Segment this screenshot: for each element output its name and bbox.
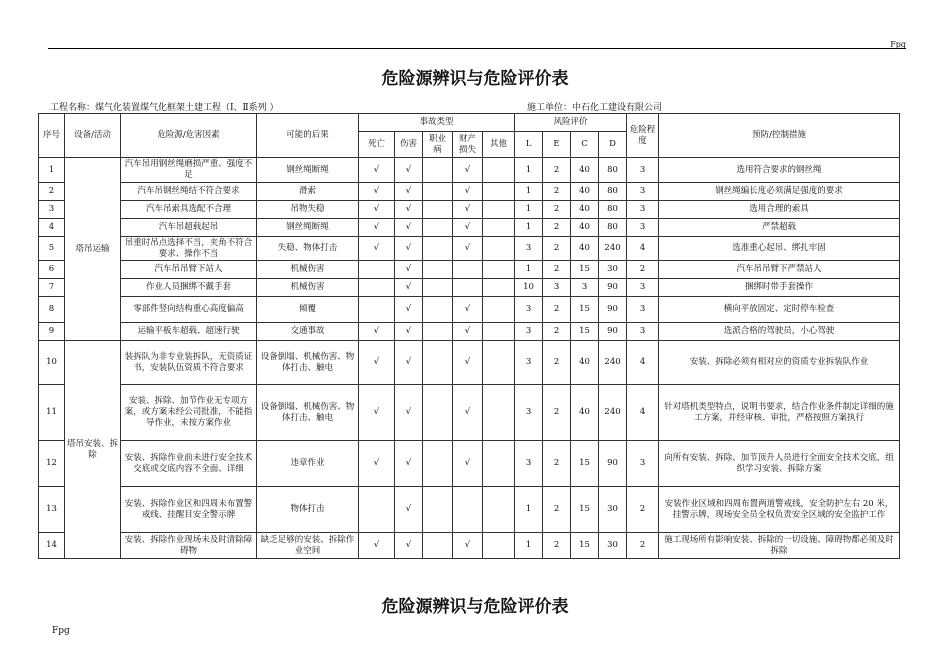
col-hazard: 危险源/危害因素 <box>121 114 257 158</box>
other-mark <box>483 341 515 385</box>
other-mark <box>483 201 515 219</box>
hazard-cell: 零部件竖向结构重心高度偏高 <box>121 297 257 323</box>
hazard-cell: 汽车吊用钢丝绳磨损严重、强度不足 <box>121 158 257 183</box>
c-value: 3 <box>571 279 599 297</box>
c-value: 15 <box>571 297 599 323</box>
l-value: 3 <box>515 323 543 341</box>
l-value: 1 <box>515 201 543 219</box>
death-mark: √ <box>359 158 395 183</box>
consequence-cell: 物体打击 <box>257 487 359 533</box>
property-mark: √ <box>453 237 483 261</box>
d-value: 90 <box>599 441 627 487</box>
c-value: 15 <box>571 261 599 279</box>
property-mark: √ <box>453 297 483 323</box>
table-row <box>39 158 900 183</box>
e-value: 3 <box>543 279 571 297</box>
e-value: 2 <box>543 323 571 341</box>
occupational-mark <box>423 297 453 323</box>
c-value: 40 <box>571 219 599 237</box>
other-mark <box>483 441 515 487</box>
table-row <box>39 201 900 219</box>
table-row <box>39 261 900 279</box>
death-mark: √ <box>359 183 395 201</box>
other-mark <box>483 323 515 341</box>
e-value: 2 <box>543 158 571 183</box>
seq-cell: 13 <box>39 487 65 533</box>
col-equipment: 设备/活动 <box>65 114 121 158</box>
seq-cell: 2 <box>39 183 65 201</box>
death-mark <box>359 261 395 279</box>
injury-mark: √ <box>395 158 423 183</box>
c-value: 40 <box>571 237 599 261</box>
level-value: 2 <box>627 533 659 559</box>
table-row <box>39 279 900 297</box>
other-mark <box>483 219 515 237</box>
level-value: 3 <box>627 297 659 323</box>
equipment-group: 塔吊安装、拆除 <box>65 341 121 559</box>
seq-cell: 7 <box>39 279 65 297</box>
occupational-mark <box>423 323 453 341</box>
hazard-cell: 装拆队为非专业装拆队，无资质证书，安装队伍资质不符合要求 <box>121 341 257 385</box>
injury-mark: √ <box>395 279 423 297</box>
seq-cell: 1 <box>39 158 65 183</box>
measure-cell: 安装、拆除必须有相对应的资质专业拆装队作业 <box>659 341 900 385</box>
col-injury: 伤害 <box>395 132 423 158</box>
consequence-cell: 设备倒塌、机械伤害、物体打击、触电 <box>257 385 359 441</box>
level-value: 3 <box>627 279 659 297</box>
injury-mark: √ <box>395 201 423 219</box>
risk-table <box>38 113 900 559</box>
l-value: 1 <box>515 158 543 183</box>
c-value: 15 <box>571 533 599 559</box>
death-mark <box>359 297 395 323</box>
measure-cell: 严禁超载 <box>659 219 900 237</box>
consequence-cell: 机械伤害 <box>257 261 359 279</box>
table-row <box>39 237 900 261</box>
table-row <box>39 533 900 559</box>
other-mark <box>483 158 515 183</box>
property-mark <box>453 261 483 279</box>
l-value: 1 <box>515 487 543 533</box>
occupational-mark <box>423 158 453 183</box>
occupational-mark <box>423 261 453 279</box>
measure-cell: 选派合格的驾驶员，小心驾驶 <box>659 323 900 341</box>
occupational-mark <box>423 201 453 219</box>
d-value: 90 <box>599 323 627 341</box>
occupational-mark <box>423 183 453 201</box>
property-mark: √ <box>453 341 483 385</box>
l-value: 1 <box>515 183 543 201</box>
e-value: 2 <box>543 183 571 201</box>
table-row <box>39 297 900 323</box>
property-mark: √ <box>453 385 483 441</box>
table-row <box>39 183 900 201</box>
c-value: 40 <box>571 385 599 441</box>
occupational-mark <box>423 441 453 487</box>
e-value: 2 <box>543 237 571 261</box>
property-mark: √ <box>453 533 483 559</box>
col-property: 财产损失 <box>453 132 483 158</box>
e-value: 2 <box>543 487 571 533</box>
level-value: 3 <box>627 183 659 201</box>
table-row <box>39 441 900 487</box>
seq-cell: 8 <box>39 297 65 323</box>
hazard-cell: 安装、拆除作业区和四周未布置警戒线、挂醒目安全警示牌 <box>121 487 257 533</box>
property-mark: √ <box>453 441 483 487</box>
consequence-cell: 钢丝绳断绳 <box>257 219 359 237</box>
seq-cell: 5 <box>39 237 65 261</box>
e-value: 2 <box>543 385 571 441</box>
level-value: 2 <box>627 261 659 279</box>
header-mark: Fpg <box>890 40 906 49</box>
injury-mark: √ <box>395 341 423 385</box>
d-value: 30 <box>599 487 627 533</box>
hazard-cell: 安装、拆除作业现场未及时清除障碍物 <box>121 533 257 559</box>
measure-cell: 选用符合要求的钢丝绳 <box>659 158 900 183</box>
l-value: 10 <box>515 279 543 297</box>
occupational-mark <box>423 279 453 297</box>
project-name: 工程名称：煤气化装置煤气化框架土建工程（Ⅰ、Ⅱ系列 ） <box>50 103 279 113</box>
d-value: 90 <box>599 279 627 297</box>
d-value: 80 <box>599 201 627 219</box>
d-value: 90 <box>599 297 627 323</box>
l-value: 1 <box>515 219 543 237</box>
d-value: 30 <box>599 533 627 559</box>
measure-cell: 施工现场所有影响安装、拆除的一切设施、障碍物都必须及时拆除 <box>659 533 900 559</box>
l-value: 3 <box>515 341 543 385</box>
e-value: 2 <box>543 341 571 385</box>
injury-mark: √ <box>395 297 423 323</box>
hazard-cell: 吊重时吊点选择不当，夹角不符合要求、操作不当 <box>121 237 257 261</box>
e-value: 2 <box>543 219 571 237</box>
level-value: 2 <box>627 487 659 533</box>
e-value: 2 <box>543 533 571 559</box>
seq-cell: 12 <box>39 441 65 487</box>
death-mark: √ <box>359 385 395 441</box>
hazard-cell: 作业人员捆绑不戴手套 <box>121 279 257 297</box>
table-body <box>39 158 900 559</box>
c-value: 40 <box>571 341 599 385</box>
measure-cell: 钢丝绳编长度必须满足强度的要求 <box>659 183 900 201</box>
consequence-cell: 缺乏足够的安装、拆除作业空间 <box>257 533 359 559</box>
level-value: 3 <box>627 201 659 219</box>
occupational-mark <box>423 341 453 385</box>
occupational-mark <box>423 487 453 533</box>
e-value: 2 <box>543 297 571 323</box>
property-mark: √ <box>453 201 483 219</box>
consequence-cell: 设备倒塌、机械伤害、物体打击、触电 <box>257 341 359 385</box>
level-value: 4 <box>627 341 659 385</box>
consequence-cell: 违章作业 <box>257 441 359 487</box>
d-value: 80 <box>599 219 627 237</box>
table-row <box>39 323 900 341</box>
property-mark <box>453 279 483 297</box>
col-C: C <box>571 132 599 158</box>
death-mark: √ <box>359 533 395 559</box>
level-value: 3 <box>627 323 659 341</box>
death-mark: √ <box>359 201 395 219</box>
c-value: 15 <box>571 441 599 487</box>
measure-cell: 横向平放固定、定时停车检查 <box>659 297 900 323</box>
table-row <box>39 219 900 237</box>
d-value: 80 <box>599 183 627 201</box>
header-rule <box>48 48 906 49</box>
d-value: 30 <box>599 261 627 279</box>
seq-cell: 9 <box>39 323 65 341</box>
injury-mark: √ <box>395 533 423 559</box>
repeated-title: 危险源辨识与危险评价表 <box>381 597 569 617</box>
table-header <box>39 114 900 158</box>
consequence-cell: 机械伤害 <box>257 279 359 297</box>
level-value: 4 <box>627 385 659 441</box>
property-mark <box>453 487 483 533</box>
col-level: 危险程度 <box>627 114 659 158</box>
injury-mark: √ <box>395 487 423 533</box>
level-value: 3 <box>627 441 659 487</box>
col-consequence: 可能的后果 <box>257 114 359 158</box>
page-title: 危险源辨识与危险评价表 <box>381 69 569 89</box>
other-mark <box>483 385 515 441</box>
seq-cell: 10 <box>39 341 65 385</box>
l-value: 1 <box>515 261 543 279</box>
col-D: D <box>599 132 627 158</box>
measure-cell: 安装作业区域和四周布置两道警戒线，安全防护左右 20 米，挂警示牌，现场安全员全权负责安全区域的安全监护工作 <box>659 487 900 533</box>
l-value: 3 <box>515 385 543 441</box>
table-row <box>39 385 900 441</box>
col-seq: 序号 <box>39 114 65 158</box>
death-mark: √ <box>359 323 395 341</box>
consequence-cell: 滑索 <box>257 183 359 201</box>
property-mark: √ <box>453 183 483 201</box>
d-value: 240 <box>599 385 627 441</box>
injury-mark: √ <box>395 323 423 341</box>
hazard-cell: 汽车吊索具选配不合理 <box>121 201 257 219</box>
measure-cell: 捆绑时带手套操作 <box>659 279 900 297</box>
other-mark <box>483 237 515 261</box>
c-value: 15 <box>571 323 599 341</box>
measure-cell: 向所有安装、拆除、加节顶升人员进行全面安全技术交底，组织学习安装、拆除方案 <box>659 441 900 487</box>
occupational-mark <box>423 533 453 559</box>
col-measures: 预防/控制措施 <box>659 114 900 158</box>
table-row <box>39 487 900 533</box>
level-value: 3 <box>627 158 659 183</box>
other-mark <box>483 279 515 297</box>
death-mark: √ <box>359 219 395 237</box>
e-value: 2 <box>543 201 571 219</box>
injury-mark: √ <box>395 385 423 441</box>
seq-cell: 14 <box>39 533 65 559</box>
hazard-cell: 运输平板车超载、超速行驶 <box>121 323 257 341</box>
consequence-cell: 吊物失稳 <box>257 201 359 219</box>
seq-cell: 4 <box>39 219 65 237</box>
hazard-cell: 安装、拆除作业前未进行安全技术交底或交底内容不全面、详细 <box>121 441 257 487</box>
d-value: 240 <box>599 341 627 385</box>
l-value: 3 <box>515 237 543 261</box>
injury-mark: √ <box>395 237 423 261</box>
col-accident-type: 事故类型 <box>359 114 515 132</box>
consequence-cell: 倾覆 <box>257 297 359 323</box>
other-mark <box>483 183 515 201</box>
col-risk-eval: 风险评价 <box>515 114 627 132</box>
consequence-cell: 钢丝绳断绳 <box>257 158 359 183</box>
seq-cell: 11 <box>39 385 65 441</box>
injury-mark: √ <box>395 219 423 237</box>
level-value: 4 <box>627 237 659 261</box>
measure-cell: 选用合理的索具 <box>659 201 900 219</box>
col-L: L <box>515 132 543 158</box>
occupational-mark <box>423 385 453 441</box>
construction-unit: 施工单位：中石化工建设有限公司 <box>527 103 663 113</box>
other-mark <box>483 297 515 323</box>
l-value: 3 <box>515 297 543 323</box>
other-mark <box>483 487 515 533</box>
l-value: 1 <box>515 533 543 559</box>
c-value: 40 <box>571 201 599 219</box>
e-value: 2 <box>543 261 571 279</box>
property-mark: √ <box>453 323 483 341</box>
consequence-cell: 交通事故 <box>257 323 359 341</box>
table-row <box>39 341 900 385</box>
other-mark <box>483 261 515 279</box>
c-value: 40 <box>571 158 599 183</box>
hazard-cell: 安装、拆除、加节作业无专项方案，或方案未经公司批准，不能指导作业，未按方案作业 <box>121 385 257 441</box>
measure-cell: 针对塔机类型特点，说明书要求，结合作业条件制定详细的施工方案，并经审核、审批，严格按照方案执行 <box>659 385 900 441</box>
seq-cell: 3 <box>39 201 65 219</box>
e-value: 2 <box>543 441 571 487</box>
consequence-cell: 失稳、物体打击 <box>257 237 359 261</box>
injury-mark: √ <box>395 441 423 487</box>
c-value: 15 <box>571 487 599 533</box>
occupational-mark <box>423 237 453 261</box>
death-mark: √ <box>359 341 395 385</box>
col-death: 死亡 <box>359 132 395 158</box>
c-value: 40 <box>571 183 599 201</box>
measure-cell: 选准重心起吊、绑扎牢固 <box>659 237 900 261</box>
equipment-group: 塔吊运输 <box>65 158 121 341</box>
injury-mark: √ <box>395 261 423 279</box>
death-mark <box>359 279 395 297</box>
seq-cell: 6 <box>39 261 65 279</box>
level-value: 3 <box>627 219 659 237</box>
measure-cell: 汽车吊吊臂下严禁站人 <box>659 261 900 279</box>
property-mark: √ <box>453 158 483 183</box>
other-mark <box>483 533 515 559</box>
col-E: E <box>543 132 571 158</box>
col-occupational: 职业病 <box>423 132 453 158</box>
hazard-cell: 汽车吊超载起吊 <box>121 219 257 237</box>
death-mark <box>359 487 395 533</box>
d-value: 240 <box>599 237 627 261</box>
death-mark: √ <box>359 441 395 487</box>
l-value: 3 <box>515 441 543 487</box>
property-mark: √ <box>453 219 483 237</box>
col-other: 其他 <box>483 132 515 158</box>
hazard-cell: 汽车吊吊臂下站人 <box>121 261 257 279</box>
occupational-mark <box>423 219 453 237</box>
hazard-cell: 汽车吊钢丝绳结不符合要求 <box>121 183 257 201</box>
d-value: 80 <box>599 158 627 183</box>
death-mark: √ <box>359 237 395 261</box>
injury-mark: √ <box>395 183 423 201</box>
footer-mark: Fpg <box>52 626 70 636</box>
